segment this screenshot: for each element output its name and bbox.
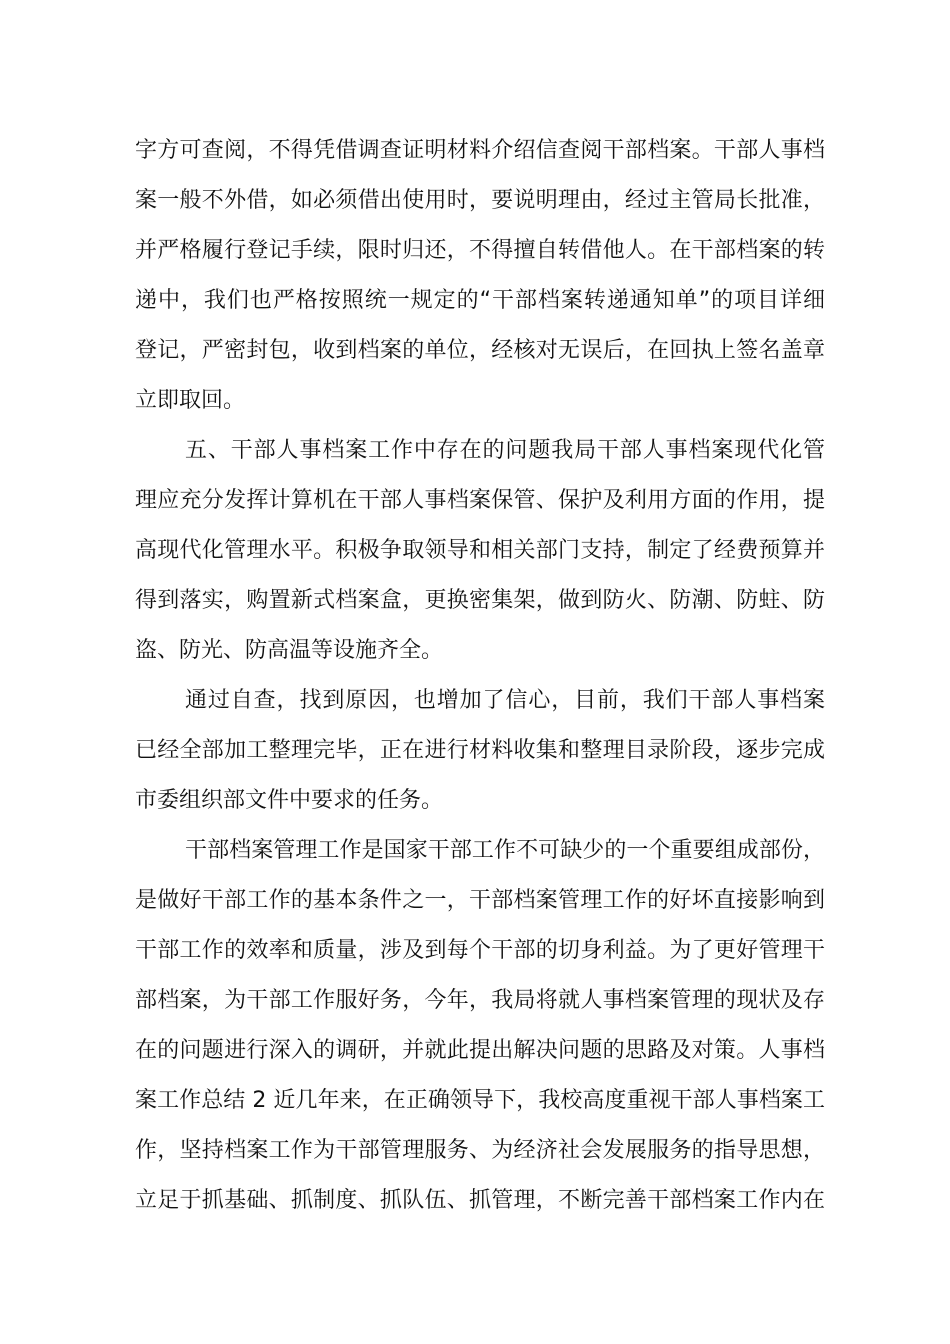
text-line: 得到落实，购置新式档案盒，更换密集架，做到防火、防潮、防蛀、防: [135, 588, 825, 613]
text-line: 盗、防光、防高温等设施齐全。: [135, 638, 444, 663]
text-line: 立即取回。: [135, 388, 246, 413]
text-line: 是做好干部工作的基本条件之一，干部档案管理工作的好坏直接影响到: [135, 888, 825, 913]
text-line: 字方可查阅，不得凭借调查证明材料介绍信查阅干部档案。干部人事档: [135, 138, 825, 163]
text-line: 在的问题进行深入的调研，并就此提出解决问题的思路及对策。人事档: [135, 1038, 825, 1063]
text-line: 作，坚持档案工作为干部管理服务、为经济社会发展服务的指导思想，: [135, 1138, 825, 1163]
text-line: 登记，严密封包，收到档案的单位，经核对无误后，在回执上签名盖章: [135, 338, 825, 363]
text-line: 并严格履行登记手续，限时归还，不得擅自转借他人。在干部档案的转: [135, 238, 825, 263]
text-line: 部档案，为干部工作服好务，今年，我局将就人事档案管理的现状及存: [135, 988, 825, 1013]
paragraph-first-line: 通过自查，找到原因，也增加了信心，目前，我们干部人事档案: [185, 688, 825, 713]
text-line: 案一般不外借，如必须借出使用时，要说明理由，经过主管局长批准，: [135, 188, 825, 213]
text-line: 已经全部加工整理完毕，正在进行材料收集和整理目录阶段，逐步完成: [135, 738, 825, 763]
text-line: 案工作总结 2 近几年来，在正确领导下，我校高度重视干部人事档案工: [135, 1088, 825, 1113]
text-line: 市委组织部文件中要求的任务。: [135, 788, 444, 813]
paragraph-first-line: 五、干部人事档案工作中存在的问题我局干部人事档案现代化管: [185, 438, 825, 463]
text-line: 高现代化管理水平。积极争取领导和相关部门支持，制定了经费预算并: [135, 538, 825, 563]
text-line: 递中，我们也严格按照统一规定的“干部档案转递通知单”的项目详细: [135, 288, 825, 313]
text-line: 立足于抓基础、抓制度、抓队伍、抓管理，不断完善干部档案工作内在: [135, 1188, 825, 1213]
paragraph-first-line: 干部档案管理工作是国家干部工作不可缺少的一个重要组成部份，: [185, 838, 825, 863]
text-line: 理应充分发挥计算机在干部人事档案保管、保护及利用方面的作用，提: [135, 488, 825, 513]
text-line: 干部工作的效率和质量，涉及到每个干部的切身利益。为了更好管理干: [135, 938, 825, 963]
